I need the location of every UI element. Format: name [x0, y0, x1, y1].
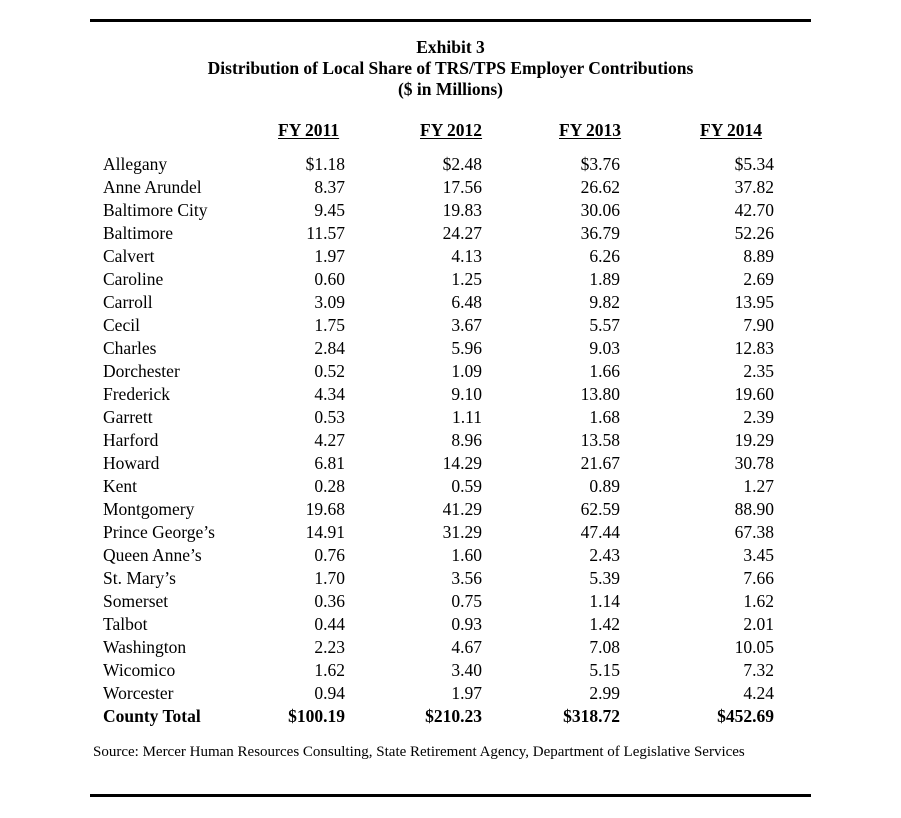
contribution-value: 4.24 [743, 683, 774, 703]
contribution-value: $3.76 [580, 154, 620, 174]
county-name: Harford [103, 430, 159, 450]
contribution-value: 52.26 [734, 223, 774, 243]
contribution-value: 13.95 [734, 292, 774, 312]
contribution-value: 4.27 [314, 430, 345, 450]
contribution-value: 30.78 [734, 453, 774, 473]
contribution-value: 9.03 [589, 338, 620, 358]
contribution-value: 0.59 [451, 476, 482, 496]
table-row [103, 245, 774, 268]
table-row [103, 360, 774, 383]
contribution-value: 3.09 [314, 292, 345, 312]
county-name: Frederick [103, 384, 171, 404]
contribution-value: 1.97 [314, 246, 345, 266]
table-row [103, 659, 774, 682]
contribution-value: 2.35 [743, 361, 774, 381]
contribution-value: 3.56 [451, 568, 482, 588]
contribution-value: 1.66 [589, 361, 620, 381]
table-row [103, 613, 774, 636]
contribution-value: 7.66 [743, 568, 774, 588]
contribution-value: 0.93 [451, 614, 482, 634]
contribution-value: 0.36 [314, 591, 345, 611]
contribution-value: 4.67 [451, 637, 482, 657]
contribution-value: 1.89 [589, 269, 620, 289]
contribution-value: 19.83 [442, 200, 482, 220]
contribution-value: 3.45 [743, 545, 774, 565]
top-rule [90, 19, 811, 22]
total-value: $318.72 [563, 706, 620, 726]
contribution-value: 4.13 [451, 246, 482, 266]
contribution-value: 6.26 [589, 246, 620, 266]
contribution-value: 4.34 [314, 384, 345, 404]
contribution-value: 1.60 [451, 545, 482, 565]
contribution-value: 62.59 [580, 499, 620, 519]
table-row [103, 544, 774, 567]
county-name: Wicomico [103, 660, 176, 680]
contribution-value: 1.14 [589, 591, 620, 611]
contribution-value: 2.39 [743, 407, 774, 427]
contribution-value: 1.70 [314, 568, 345, 588]
county-name: Baltimore City [103, 200, 208, 220]
contribution-value: 1.75 [314, 315, 345, 335]
county-name: Montgomery [103, 499, 195, 519]
column-header-fy2011: FY 2011 [278, 120, 340, 140]
contribution-value: 1.62 [314, 660, 345, 680]
contribution-value: 6.81 [314, 453, 345, 473]
table-row [103, 314, 774, 337]
contribution-value: 8.96 [451, 430, 482, 450]
contribution-value: 8.37 [314, 177, 345, 197]
county-name: Allegany [103, 154, 168, 174]
contribution-value: 26.62 [580, 177, 620, 197]
total-value: $210.23 [425, 706, 482, 726]
contribution-value: 2.01 [743, 614, 774, 634]
contribution-value: 2.43 [589, 545, 620, 565]
table-row [103, 429, 774, 452]
contribution-value: 7.08 [589, 637, 620, 657]
contribution-value: 0.44 [314, 614, 345, 634]
contribution-value: 5.15 [589, 660, 620, 680]
contribution-value: 0.76 [314, 545, 345, 565]
contribution-value: 5.39 [589, 568, 620, 588]
contribution-value: 0.52 [314, 361, 345, 381]
exhibit-label: Exhibit 3 [416, 37, 485, 57]
contribution-value: 42.70 [734, 200, 774, 220]
table-body [103, 153, 774, 728]
exhibit-subtitle: ($ in Millions) [397, 79, 503, 99]
contribution-value: 11.57 [306, 223, 345, 243]
table-row [103, 383, 774, 406]
contribution-value: 0.94 [314, 683, 345, 703]
contribution-value: 13.80 [580, 384, 620, 404]
contribution-value: 47.44 [580, 522, 620, 542]
table-row [103, 291, 774, 314]
contribution-value: 5.96 [451, 338, 482, 358]
table-row [103, 521, 774, 544]
county-name: Prince George’s [103, 522, 215, 542]
total-row [103, 705, 774, 728]
contribution-value: 1.09 [451, 361, 482, 381]
contribution-value: 1.62 [743, 591, 774, 611]
contribution-value: 1.25 [451, 269, 482, 289]
contribution-value: 8.89 [743, 246, 774, 266]
contribution-value: 1.97 [451, 683, 482, 703]
contribution-value: 2.23 [314, 637, 345, 657]
county-name: Baltimore [103, 223, 173, 243]
contribution-value: 30.06 [580, 200, 620, 220]
exhibit-heading [90, 37, 811, 100]
contribution-value: 7.32 [743, 660, 774, 680]
contribution-value: 0.60 [314, 269, 345, 289]
bottom-rule [90, 794, 811, 797]
contribution-value: 2.99 [589, 683, 620, 703]
contribution-value: 2.84 [314, 338, 345, 358]
contribution-value: 31.29 [442, 522, 482, 542]
contribution-value: 7.90 [743, 315, 774, 335]
column-header-fy2012: FY 2012 [420, 120, 483, 140]
column-header-fy2013: FY 2013 [559, 120, 622, 140]
county-name: St. Mary’s [103, 568, 176, 588]
contribution-value: 36.79 [580, 223, 620, 243]
total-value: $452.69 [717, 706, 774, 726]
contribution-value: 1.68 [589, 407, 620, 427]
contribution-value: 1.42 [589, 614, 620, 634]
table-row [103, 475, 774, 498]
table-row [103, 222, 774, 245]
contribution-value: 12.83 [734, 338, 774, 358]
contribution-value: 3.67 [451, 315, 482, 335]
contribution-value: 5.57 [589, 315, 620, 335]
county-name: Carroll [103, 292, 153, 312]
table-row [103, 153, 774, 176]
total-label: County Total [103, 706, 201, 726]
county-name: Talbot [103, 614, 148, 634]
contribution-value: 9.82 [589, 292, 620, 312]
contribution-value: 37.82 [734, 177, 774, 197]
column-header-fy2014: FY 2014 [700, 120, 763, 140]
table-row [103, 406, 774, 429]
contribution-value: 0.89 [589, 476, 620, 496]
contribution-value: 19.60 [734, 384, 774, 404]
contribution-value: $1.18 [305, 154, 345, 174]
contribution-value: 1.27 [743, 476, 774, 496]
county-name: Howard [103, 453, 160, 473]
table-row [103, 268, 774, 291]
county-name: Somerset [103, 591, 169, 611]
county-name: Washington [103, 637, 187, 657]
contribution-value: $5.34 [734, 154, 774, 174]
county-name: Caroline [103, 269, 164, 289]
total-value: $100.19 [288, 706, 345, 726]
contribution-value: 19.29 [734, 430, 774, 450]
contribution-value: 21.67 [580, 453, 620, 473]
contribution-value: 67.38 [734, 522, 774, 542]
table-row [103, 636, 774, 659]
contribution-value: 0.53 [314, 407, 345, 427]
contribution-value: 0.28 [314, 476, 345, 496]
contribution-value: 1.11 [452, 407, 482, 427]
contribution-value: 3.40 [451, 660, 482, 680]
table-row [103, 567, 774, 590]
contribution-value: 0.75 [451, 591, 482, 611]
contribution-value: 88.90 [734, 499, 774, 519]
contribution-value: 9.10 [451, 384, 482, 404]
county-name: Dorchester [103, 361, 180, 381]
table-row [103, 590, 774, 613]
contribution-value: 2.69 [743, 269, 774, 289]
contribution-value: 6.48 [451, 292, 482, 312]
table-row [103, 337, 774, 360]
county-name: Kent [103, 476, 138, 496]
contribution-value: 14.91 [305, 522, 345, 542]
county-name: Worcester [103, 683, 174, 703]
table-row [103, 199, 774, 222]
contribution-value: 41.29 [442, 499, 482, 519]
county-name: Charles [103, 338, 157, 358]
contribution-value: 17.56 [442, 177, 482, 197]
table-row [103, 498, 774, 521]
contribution-value: 19.68 [305, 499, 345, 519]
contribution-value: $2.48 [442, 154, 482, 174]
contribution-value: 24.27 [442, 223, 482, 243]
contributions-table [103, 153, 774, 728]
county-name: Calvert [103, 246, 155, 266]
county-name: Queen Anne’s [103, 545, 202, 565]
county-name: Cecil [103, 315, 140, 335]
source-note: Source: Mercer Human Resources Consulting, State Retirement Agency, Department of Legislative Services [93, 744, 745, 760]
county-name: Anne Arundel [103, 177, 202, 197]
contribution-value: 10.05 [734, 637, 774, 657]
table-row [103, 452, 774, 475]
table-row [103, 682, 774, 705]
table-row [103, 176, 774, 199]
contribution-value: 9.45 [314, 200, 345, 220]
contribution-value: 13.58 [580, 430, 620, 450]
county-name: Garrett [103, 407, 153, 427]
contribution-value: 14.29 [442, 453, 482, 473]
exhibit-title: Distribution of Local Share of TRS/TPS Employer Contributions [207, 58, 694, 78]
